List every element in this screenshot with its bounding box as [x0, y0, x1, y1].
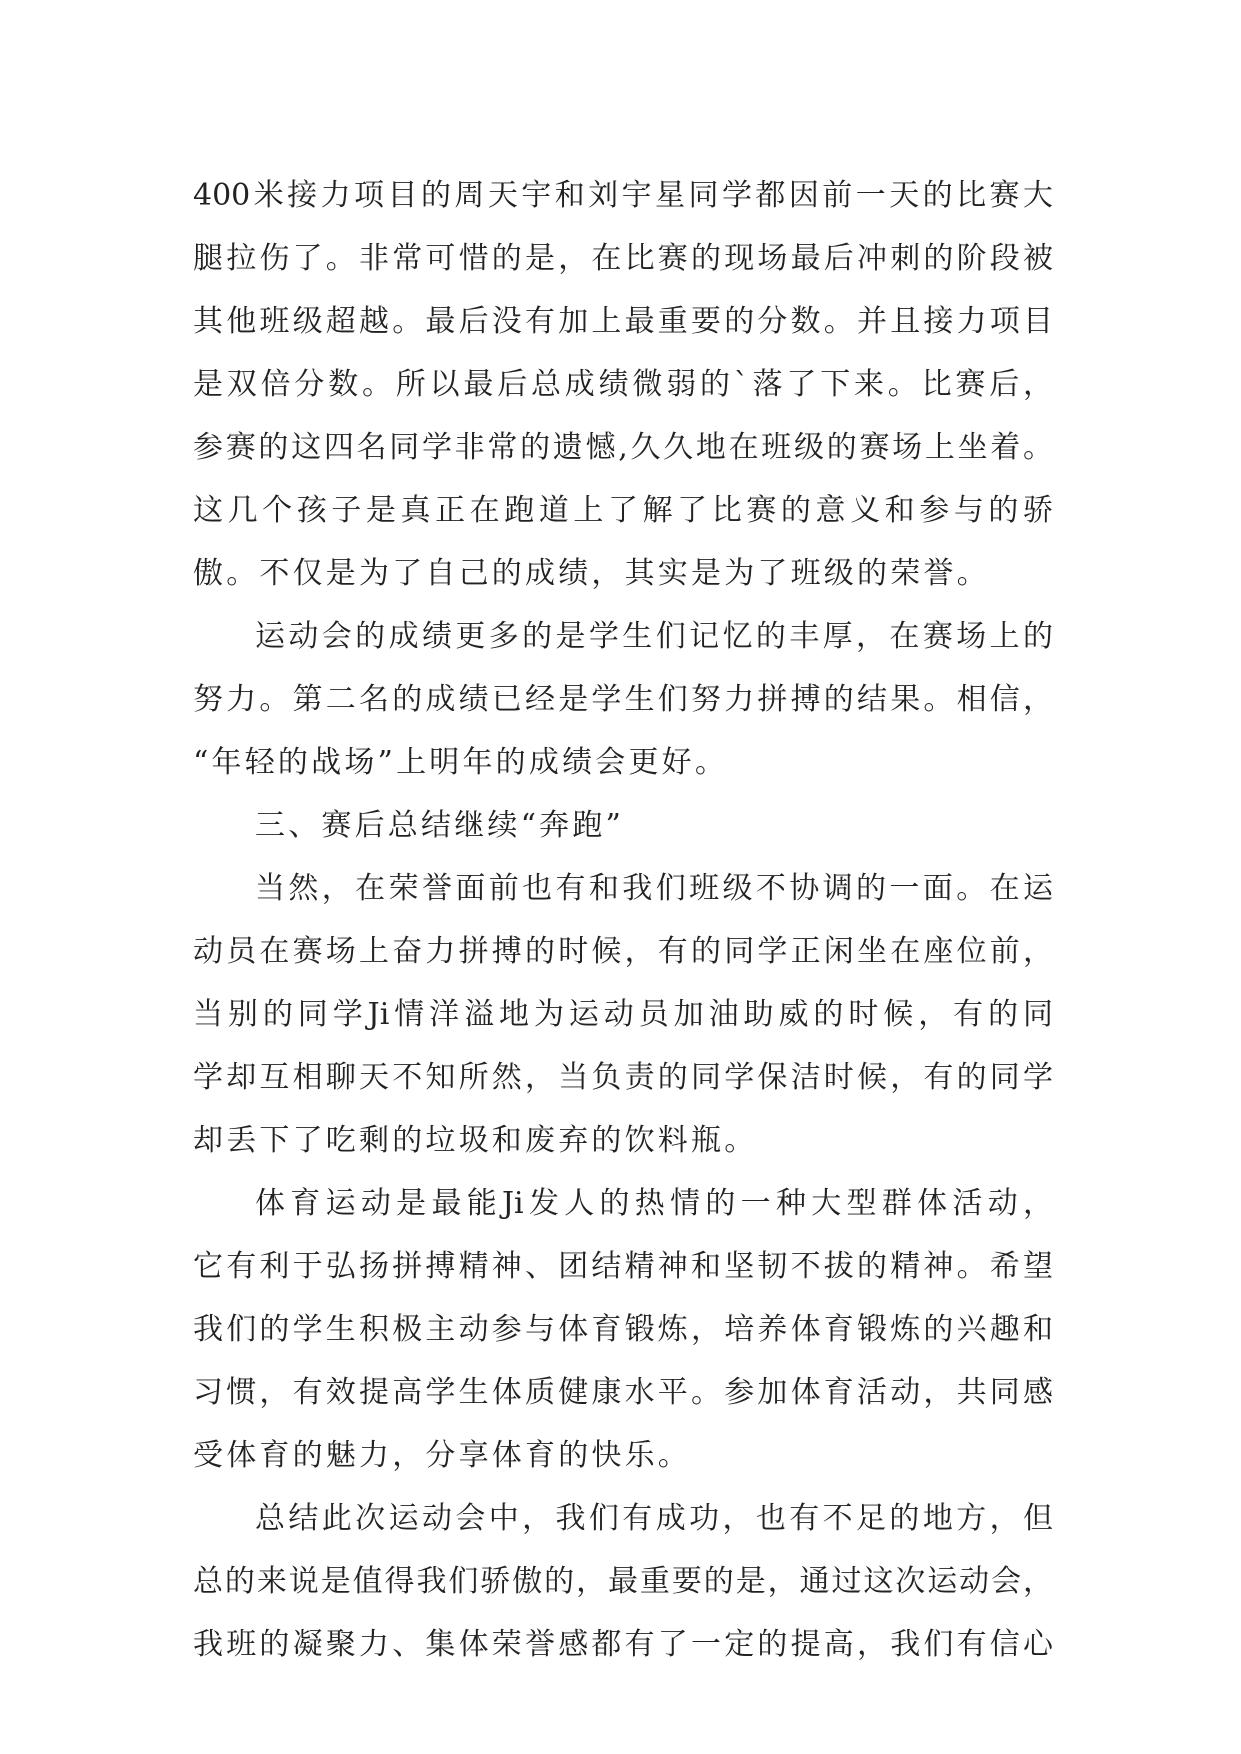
text-line: 习惯，有效提高学生体质健康水平。参加体育活动，共同感	[193, 1375, 1053, 1410]
paragraph-first-line: 运动会的成绩更多的是学生们记忆的丰厚，在赛场上的	[255, 619, 1053, 654]
text-line: 学却互相聊天不知所然，当负责的同学保洁时候，有的同学	[193, 1060, 1053, 1095]
text-line: 我们的学生积极主动参与体育锻炼，培养体育锻炼的兴趣和	[193, 1312, 1053, 1347]
text-line: 总的来说是值得我们骄傲的，最重要的是，通过这次运动会，	[193, 1564, 1053, 1599]
paragraph-first-line: 总结此次运动会中，我们有成功，也有不足的地方，但	[255, 1501, 1053, 1536]
text-line: 当别的同学Ji情洋溢地为运动员加油助威的时候，有的同	[193, 997, 1053, 1032]
text-line: 腿拉伤了。非常可惜的是，在比赛的现场最后冲刺的阶段被	[193, 241, 1053, 276]
text-line: 其他班级超越。最后没有加上最重要的分数。并且接力项目	[193, 304, 1053, 339]
text-line: 傲。不仅是为了自己的成绩，其实是为了班级的荣誉。	[193, 556, 990, 591]
text-line: 动员在赛场上奋力拼搏的时候，有的同学正闲坐在座位前，	[193, 934, 1053, 969]
text-line: “年轻的战场”上明年的成绩会更好。	[193, 745, 729, 780]
paragraph-first-line: 当然，在荣誉面前也有和我们班级不协调的一面。在运	[255, 871, 1053, 906]
text-line: 受体育的魅力，分享体育的快乐。	[193, 1438, 691, 1473]
text-line: 却丢下了吃剩的垃圾和废弃的饮料瓶。	[193, 1123, 758, 1158]
text-line: 它有利于弘扬拼搏精神、团结精神和坚韧不拔的精神。希望	[193, 1249, 1053, 1284]
text-line: 这几个孩子是真正在跑道上了解了比赛的意义和参与的骄	[193, 493, 1053, 528]
paragraph-first-line: 体育运动是最能Ji发人的热情的一种大型群体活动，	[255, 1186, 1053, 1221]
text-line: 努力。第二名的成绩已经是学生们努力拼搏的结果。相信，	[193, 682, 1053, 717]
document-body	[193, 164, 1053, 1676]
text-line: 400米接力项目的周天宇和刘宇星同学都因前一天的比赛大	[193, 178, 1053, 213]
text-line: 我班的凝聚力、集体荣誉感都有了一定的提高，我们有信心	[193, 1627, 1053, 1662]
text-line: 参赛的这四名同学非常的遗憾,久久地在班级的赛场上坐着。	[193, 430, 1053, 465]
text-line: 是双倍分数。所以最后总成绩微弱的`落了下来。比赛后，	[193, 367, 1053, 402]
section-heading: 三、赛后总结继续“奔跑”	[255, 808, 625, 843]
